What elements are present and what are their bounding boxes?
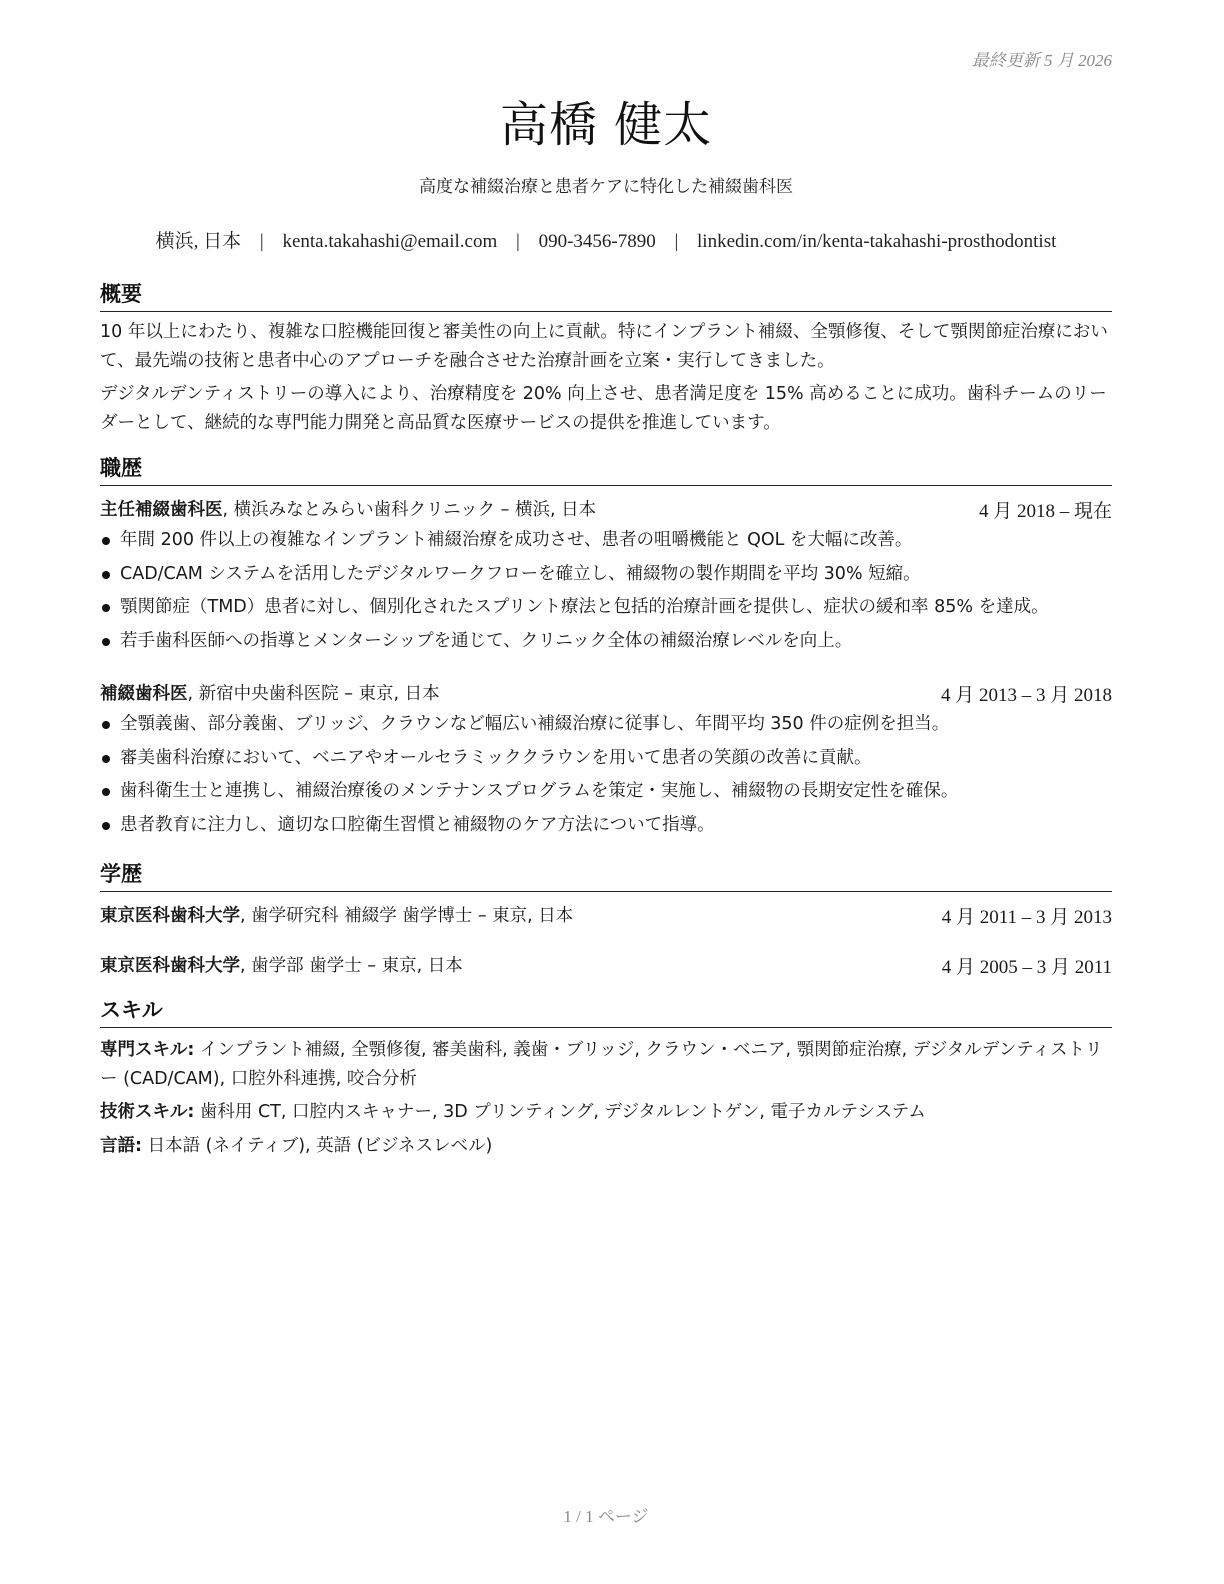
job-header [100, 496, 1112, 523]
contact-phone: 090-3456-7890 [538, 231, 656, 252]
summary-paragraph: 10 年以上にわたり、複雑な口腔機能回復と審美性の向上に貢献。特にインプラント補綴、全顎修復、そして顎関節症治療において、最先端の技術と患者中心のアプローチを融合させた治療計画を立案・実行してきました。 [100, 322, 1108, 371]
education-entry [100, 902, 1112, 929]
last-updated: 最終更新 5 月 2026 [971, 51, 1112, 70]
job-organization: , 横浜みなとみらい歯科クリニック – 横浜, 日本 [222, 500, 597, 520]
skill-label: 言語: [100, 1136, 142, 1156]
section-title-education: 学歴 [100, 858, 1112, 892]
skill-value: インプラント補綴, 全顎修復, 審美歯科, 義歯・ブリッジ, クラウン・ベニア, 顎関節症治療, デジタルデンティストリー (CAD/CAM), 口腔外科連携, 咬合分析 [100, 1040, 1103, 1089]
resume-page [100, 0, 1112, 1584]
education-dates: 4 月 2005 – 3 月 2011 [941, 957, 1112, 978]
job-bullet: 歯科衛生士と連携し、補綴治療後のメンテナンスプログラムを策定・実施し、補綴物の長期安定性を確保。 [100, 777, 1122, 811]
page-indicator: 1 / 1 ページ [563, 1507, 649, 1526]
job-role: 主任補綴歯科医 [100, 500, 223, 520]
summary-paragraph: デジタルデンティストリーの導入により、治療精度を 20% 向上させ、患者満足度を 15% 高めることに成功。歯科チームのリーダーとして、継続的な専門能力開発と高品質な医療サービスの提供を推進しています。 [100, 384, 1107, 433]
contact-email[interactable]: kenta.takahashi@email.com [282, 231, 498, 252]
job-dates: 4 月 2013 – 3 月 2018 [940, 685, 1112, 706]
job-bullet: 審美歯科治療において、ベニアやオールセラミッククラウンを用いて患者の笑顔の改善に貢献。 [100, 744, 1122, 778]
job-bullet: 顎関節症（TMD）患者に対し、個別化されたスプリント療法と包括的治療計画を提供し、症状の緩和率 85% を達成。 [100, 593, 1122, 627]
education-title-line [100, 902, 573, 929]
job-role: 補綴歯科医 [100, 684, 188, 704]
job-dates: 4 月 2018 – 現在 [978, 501, 1112, 522]
education-detail: , 歯学研究科 補綴学 歯学博士 – 東京, 日本 [240, 906, 574, 926]
job-bullet-list [100, 526, 1122, 660]
job-title-line [100, 680, 440, 707]
section-title-summary: 概要 [100, 278, 1112, 312]
job-bullet: 若手歯科医師への指導とメンターシップを通じて、クリニック全体の補綴治療レベルを向上。 [100, 627, 1122, 661]
skill-line [100, 1132, 1112, 1161]
job-title-line [100, 496, 596, 523]
headline: 高度な補綴治療と患者ケアに特化した補綴歯科医 [419, 177, 793, 197]
job-bullet: 全顎義歯、部分義歯、ブリッジ、クラウンなど幅広い補綴治療に従事し、年間平均 350 件の症例を担当。 [100, 710, 1122, 744]
job-bullet: 患者教育に注力し、適切な口腔衛生習慣と補綴物のケア方法について指導。 [100, 811, 1122, 845]
contact-location: 横浜, 日本 [155, 231, 242, 252]
education-school: 東京医科歯科大学 [100, 906, 240, 926]
contact-linkedin[interactable]: linkedin.com/in/kenta-takahashi-prosthodontist [697, 231, 1057, 252]
skill-value: 歯科用 CT, 口腔内スキャナー, 3D プリンティング, デジタルレントゲン, 電子カルテシステム [194, 1102, 926, 1122]
contact-line [90, 226, 1122, 253]
candidate-name: 高橋 健太 [499, 97, 713, 153]
job-bullet: CAD/CAM システムを活用したデジタルワークフローを確立し、補綴物の製作期間を平均 30% 短縮。 [100, 560, 1122, 594]
job-header [100, 680, 1112, 707]
skill-value: 日本語 (ネイティブ), 英語 (ビジネスレベル) [142, 1136, 493, 1156]
education-title-line [100, 952, 463, 979]
section-title-skills: スキル [100, 994, 1112, 1028]
contact-separator: | [259, 231, 264, 252]
contact-separator: | [516, 231, 520, 252]
contact-separator: | [674, 231, 679, 252]
job-organization: , 新宿中央歯科医院 – 東京, 日本 [187, 684, 440, 704]
education-entry [100, 952, 1112, 979]
education-dates: 4 月 2011 – 3 月 2013 [941, 907, 1112, 928]
skill-line [100, 1036, 1112, 1094]
section-title-experience: 職歴 [100, 452, 1112, 486]
job-bullet: 年間 200 件以上の複雑なインプラント補綴治療を成功させ、患者の咀嚼機能と QOL を大幅に改善。 [100, 526, 1122, 560]
skill-line [100, 1098, 1112, 1127]
skill-label: 専門スキル: [100, 1040, 195, 1060]
skill-label: 技術スキル: [100, 1102, 195, 1122]
education-school: 東京医科歯科大学 [100, 956, 240, 976]
job-bullet-list [100, 710, 1122, 844]
education-detail: , 歯学部 歯学士 – 東京, 日本 [240, 956, 463, 976]
